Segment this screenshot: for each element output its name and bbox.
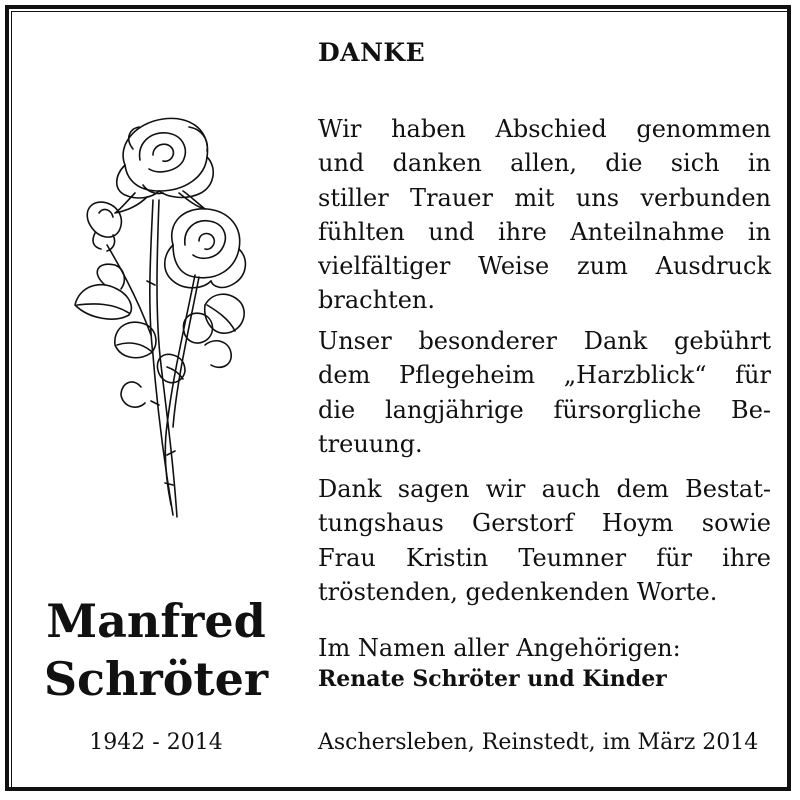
place-and-date: Aschersleben, Reinstedt, im März 2014 <box>318 730 759 755</box>
notice-heading: DANKE <box>318 38 426 67</box>
text-line: vielfältiger Weise zum Ausdruck <box>318 252 771 281</box>
signature-label: Im Namen aller Angehörigen: <box>318 634 681 662</box>
text-line: fühlten und ihre Anteilnahme in <box>318 217 771 246</box>
text-line: tungshaus Gerstorf Hoym sowie <box>318 509 771 538</box>
deceased-name <box>20 592 292 708</box>
thanks-paragraph-2 <box>318 324 771 461</box>
text-line: Frau Kristin Teumner für ihre <box>318 543 771 572</box>
text-line: brachten. <box>318 286 435 315</box>
text-line: die langjährige fürsorgliche Be- <box>318 395 771 424</box>
text-line: dem Pflegeheim „Harzblick“ für <box>318 361 771 390</box>
life-years: 1942 - 2014 <box>89 730 223 755</box>
thanks-paragraph-1 <box>318 112 771 318</box>
text-line: Dank sagen wir auch dem Bestat- <box>318 475 771 503</box>
signature-names: Renate Schröter und Kinder <box>318 666 667 692</box>
text-line: und danken allen, die sich in <box>318 149 771 178</box>
text-line: treuung. <box>318 429 423 458</box>
text-line: Wir haben Abschied genommen <box>318 115 771 143</box>
text-line: tröstenden, gedenkenden Worte. <box>318 577 718 606</box>
roses-illustration <box>55 105 265 530</box>
deceased-first-name: Manfred <box>46 594 266 648</box>
text-line: stiller Trauer mit uns verbunden <box>318 183 771 212</box>
thanks-paragraph-3 <box>318 472 771 609</box>
text-line: Unser besonderer Dank gebührt <box>318 327 771 355</box>
deceased-last-name: Schröter <box>43 652 269 706</box>
